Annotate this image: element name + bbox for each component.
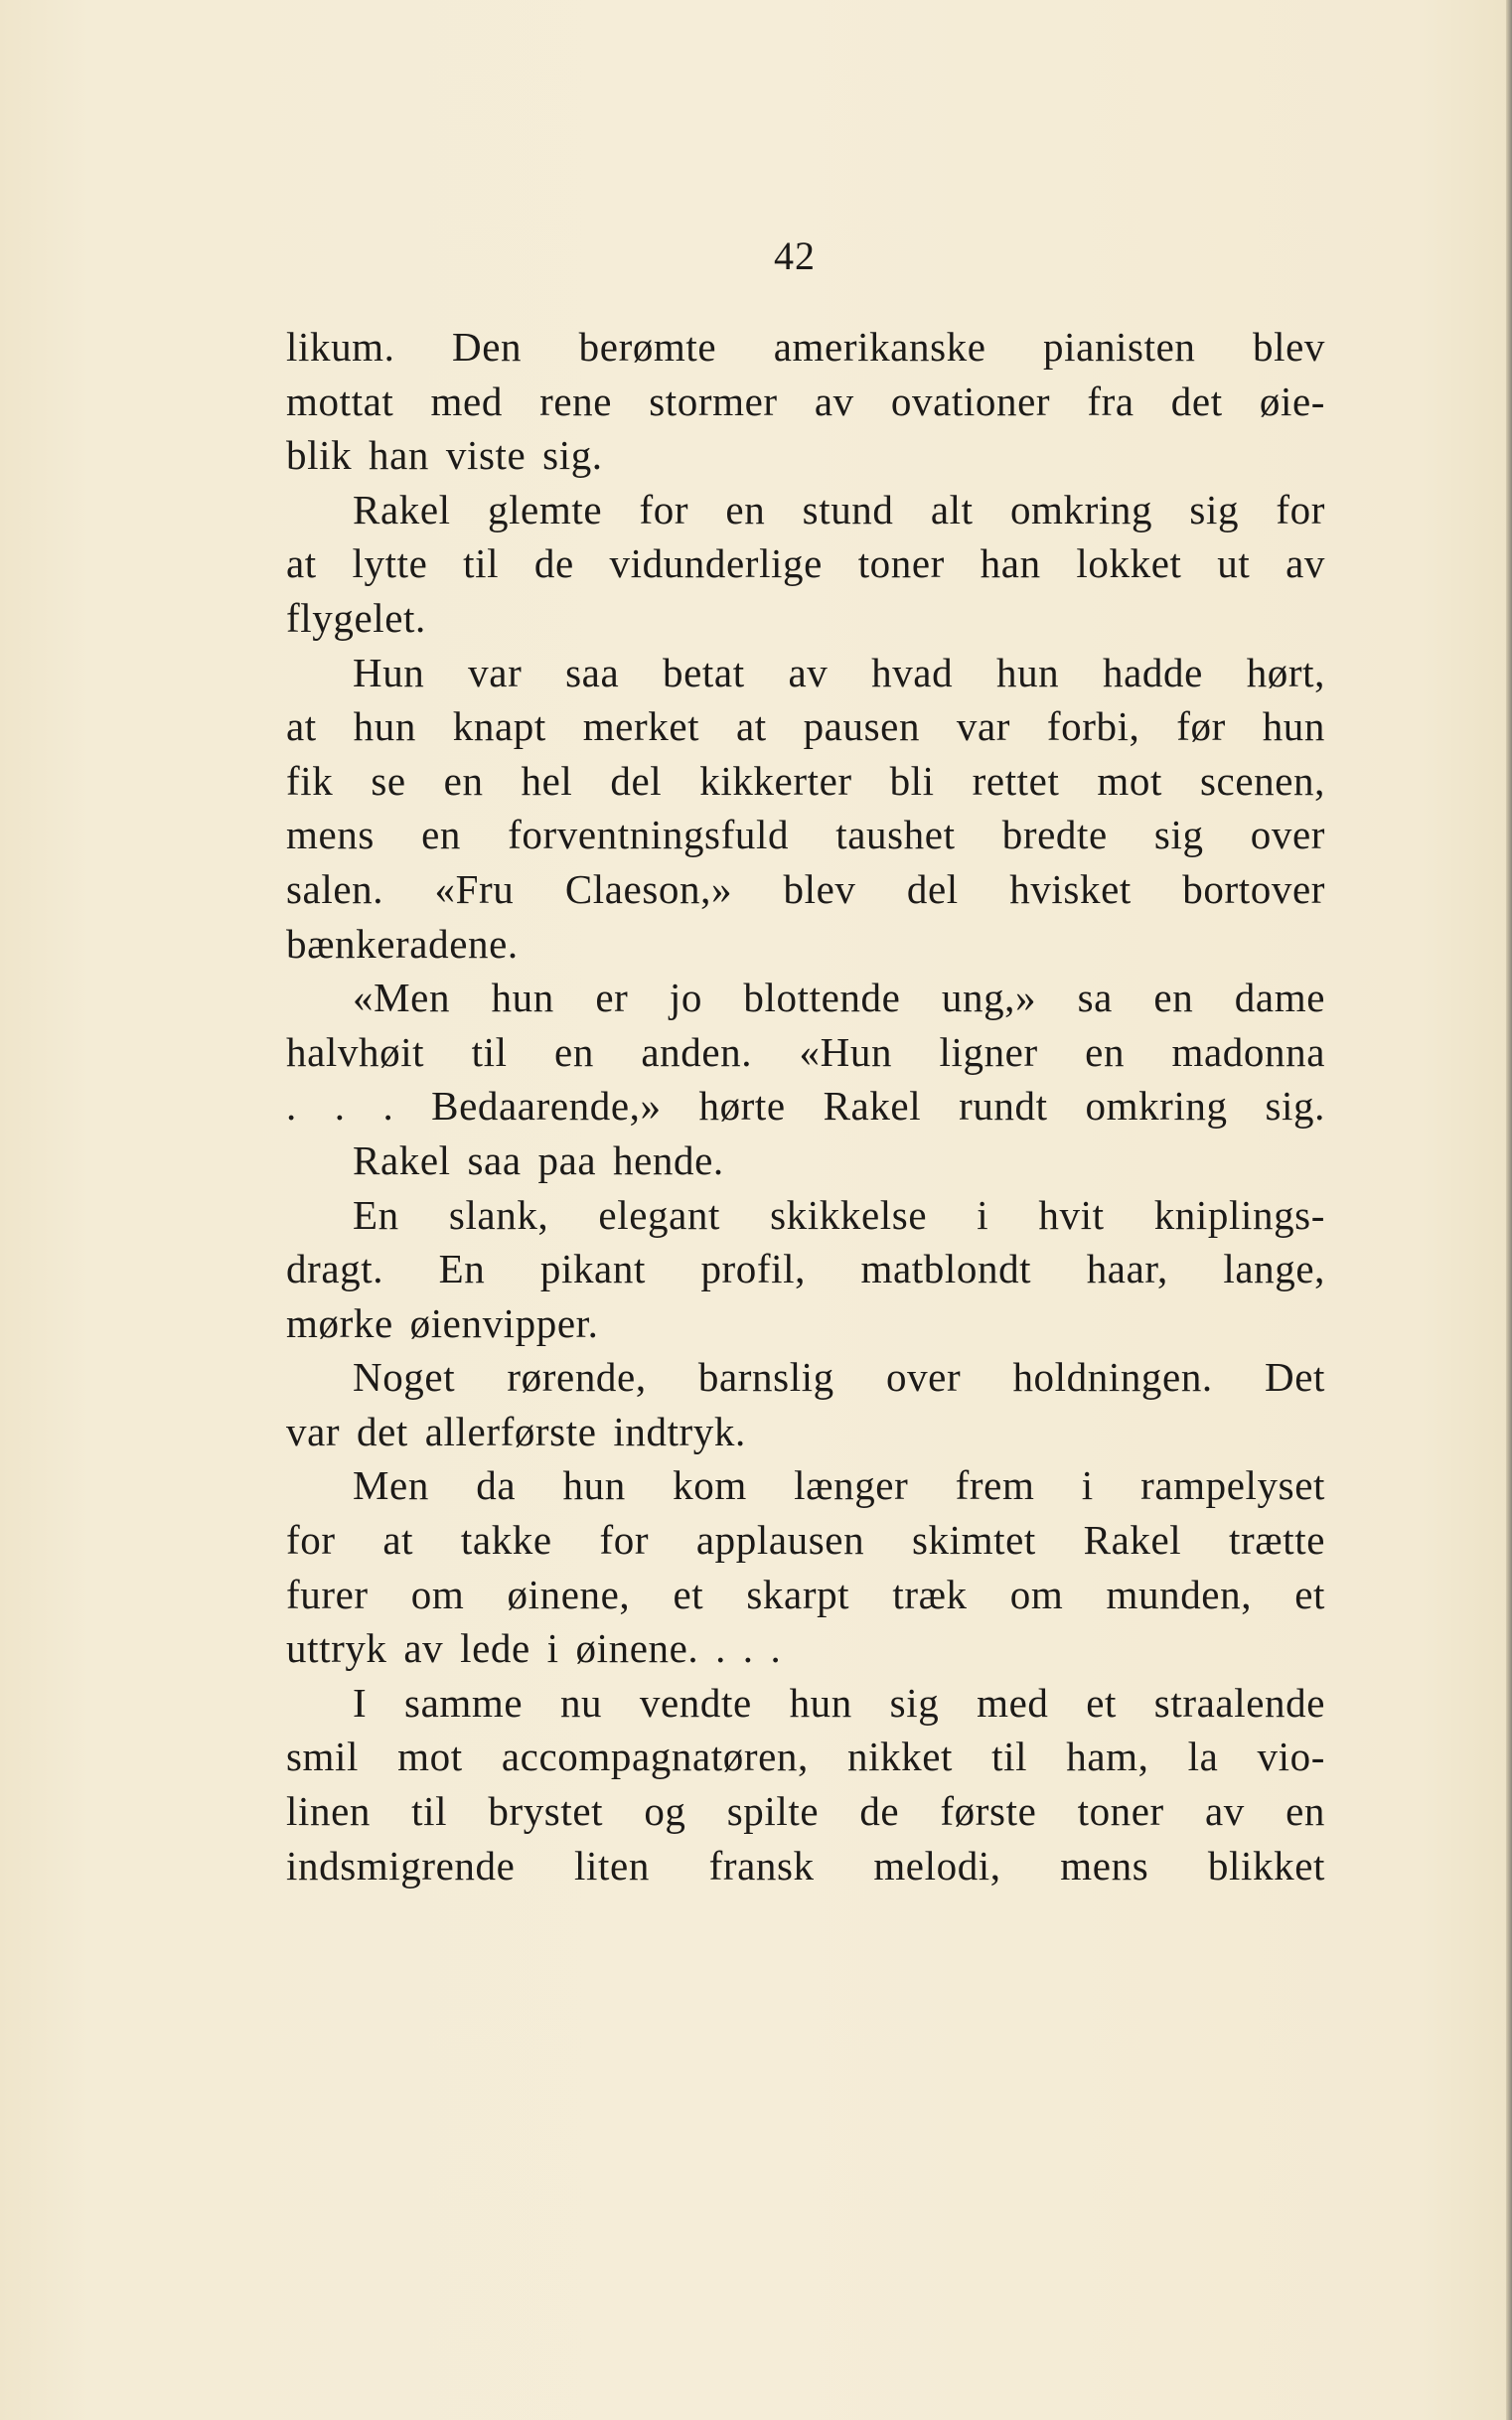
- text-line: mottat med rene stormer av ovationer fra det øie-: [286, 378, 1325, 424]
- text-line: indsmigrende liten fransk melodi, mens blikket: [286, 1842, 1325, 1889]
- text-line: var det allerførste indtryk.: [286, 1408, 746, 1454]
- text-line: Hun var saa betat av hvad hun hadde hørt,: [353, 649, 1325, 695]
- text-line: «Men hun er jo blottende ung,» sa en dame: [353, 975, 1325, 1021]
- text-line: Rakel saa paa hende.: [353, 1136, 724, 1183]
- text-line: fik se en hel del kikkerter bli rettet mot scenen,: [286, 757, 1325, 804]
- text-line: . . . Bedaarende,» hørte Rakel rundt omkring sig.: [286, 1083, 1325, 1130]
- text-line: mørke øienvipper.: [286, 1299, 599, 1346]
- text-line: salen. «Fru Claeson,» blev del hvisket bortover: [286, 865, 1325, 912]
- text-line: linen til brystet og spilte de første toner av en: [286, 1788, 1325, 1835]
- text-line: dragt. En pikant profil, matblondt haar, lange,: [286, 1246, 1325, 1292]
- text-line: En slank, elegant skikkelse i hvit kniplings-: [353, 1191, 1325, 1238]
- page-number: 42: [774, 233, 816, 278]
- text-line: for at takke for applausen skimtet Rakel trætte: [286, 1517, 1325, 1564]
- text-line: flygelet.: [286, 594, 426, 641]
- body-text: [286, 320, 1325, 1892]
- text-line: bænkeradene.: [286, 920, 519, 967]
- text-line: at lytte til de vidunderlige toner han lokket ut av: [286, 540, 1325, 587]
- text-line: I samme nu vendte hun sig med et straalende: [353, 1679, 1325, 1726]
- text-line: likum. Den berømte amerikanske pianisten blev: [286, 324, 1325, 370]
- text-line: Rakel glemte for en stund alt omkring sig for: [353, 486, 1325, 532]
- text-line: Noget rørende, barnslig over holdningen. Det: [353, 1354, 1325, 1401]
- text-line: at hun knapt merket at pausen var forbi, før hun: [286, 703, 1325, 750]
- text-line: smil mot accompagnatøren, nikket til ham, la vio-: [286, 1734, 1325, 1780]
- page-edge: [1506, 0, 1512, 2420]
- text-line: blik han viste sig.: [286, 432, 603, 479]
- text-line: Men da hun kom længer frem i rampelyset: [353, 1462, 1325, 1509]
- text-line: halvhøit til en anden. «Hun ligner en madonna: [286, 1028, 1325, 1075]
- text-line: uttryk av lede i øinene. . . .: [286, 1625, 782, 1672]
- text-line: mens en forventningsfuld taushet bredte sig over: [286, 812, 1325, 858]
- text-line: furer om øinene, et skarpt træk om munden, et: [286, 1571, 1325, 1617]
